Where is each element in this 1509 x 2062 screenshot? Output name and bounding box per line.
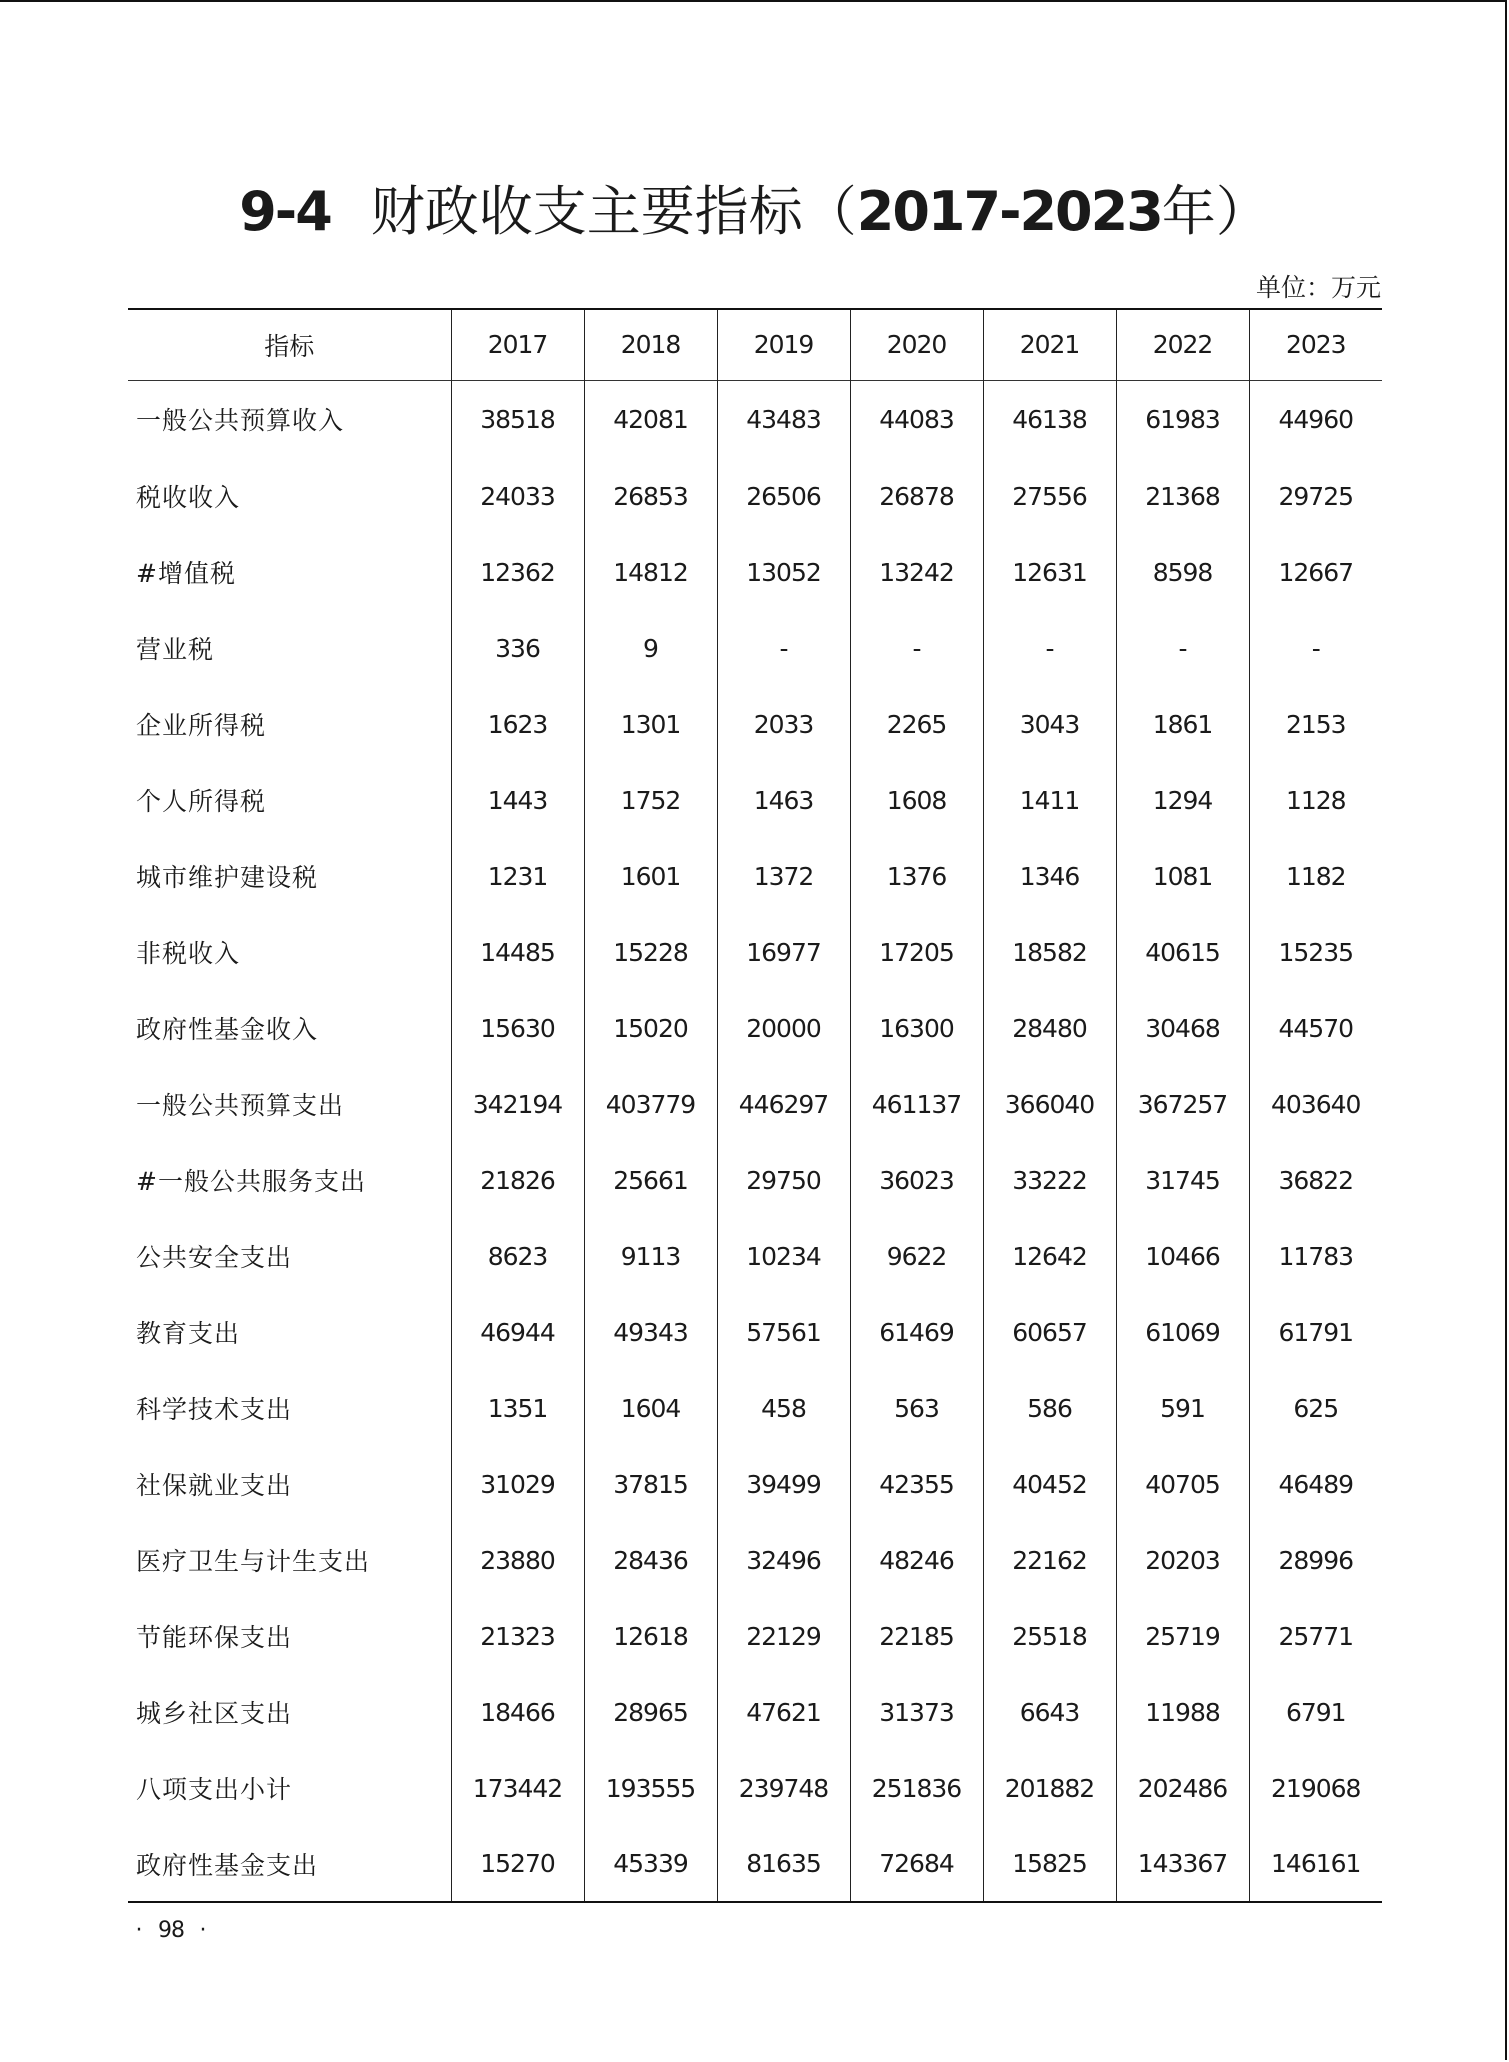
value-cell: 1463 — [717, 762, 850, 838]
value-cell: 458 — [717, 1370, 850, 1446]
value-cell: 1604 — [584, 1370, 717, 1446]
value-cell: 1351 — [451, 1370, 584, 1446]
value-cell: 26853 — [584, 458, 717, 534]
table-row — [128, 1142, 1382, 1218]
value-cell: - — [850, 610, 983, 686]
table-row — [128, 838, 1382, 914]
value-cell: 6643 — [983, 1674, 1116, 1750]
header-year: 2018 — [584, 309, 717, 380]
row-label: 非税收入 — [136, 939, 241, 968]
value-cell: 1182 — [1249, 838, 1382, 914]
value-cell: 1231 — [451, 838, 584, 914]
value-cell: 60657 — [983, 1294, 1116, 1370]
header-row — [128, 309, 1382, 380]
value-cell: 11783 — [1249, 1218, 1382, 1294]
value-cell: 15630 — [451, 990, 584, 1066]
table-row — [128, 762, 1382, 838]
value-cell: 8598 — [1116, 534, 1249, 610]
value-cell: 1861 — [1116, 686, 1249, 762]
row-label: 节能环保支出 — [136, 1623, 293, 1652]
value-cell: 57561 — [717, 1294, 850, 1370]
value-cell: 28996 — [1249, 1522, 1382, 1598]
value-cell: 9 — [584, 610, 717, 686]
value-cell: 61469 — [850, 1294, 983, 1370]
page-title — [0, 172, 1509, 252]
value-cell: 25719 — [1116, 1598, 1249, 1674]
footer-dot-left: · — [135, 1918, 143, 1943]
row-label: 一般公共预算支出 — [136, 1091, 345, 1120]
value-cell: 2153 — [1249, 686, 1382, 762]
row-label: 科学技术支出 — [136, 1395, 293, 1424]
row-label: 一般公共预算收入 — [136, 406, 345, 436]
value-cell: 15020 — [584, 990, 717, 1066]
row-label: 八项支出小计 — [136, 1775, 293, 1804]
value-cell: 1601 — [584, 838, 717, 914]
value-cell: 48246 — [850, 1522, 983, 1598]
value-cell: 2265 — [850, 686, 983, 762]
value-cell: 20203 — [1116, 1522, 1249, 1598]
value-cell: 31745 — [1116, 1142, 1249, 1218]
value-cell: 38518 — [451, 380, 584, 458]
value-cell: 366040 — [983, 1066, 1116, 1142]
value-cell: 403640 — [1249, 1066, 1382, 1142]
row-label: 城市维护建设税 — [136, 863, 319, 892]
value-cell: 43483 — [717, 380, 850, 458]
value-cell: 30468 — [1116, 990, 1249, 1066]
value-cell: 219068 — [1249, 1750, 1382, 1826]
value-cell: 29750 — [717, 1142, 850, 1218]
value-cell: 446297 — [717, 1066, 850, 1142]
value-cell: 39499 — [717, 1446, 850, 1522]
value-cell: 591 — [1116, 1370, 1249, 1446]
row-label: 营业税 — [136, 635, 215, 664]
value-cell: 461137 — [850, 1066, 983, 1142]
value-cell: 15235 — [1249, 914, 1382, 990]
value-cell: 1376 — [850, 838, 983, 914]
value-cell: 24033 — [451, 458, 584, 534]
value-cell: 18466 — [451, 1674, 584, 1750]
row-label: #一般公共服务支出 — [136, 1167, 366, 1196]
row-label: 公共安全支出 — [136, 1243, 293, 1272]
table-row — [128, 686, 1382, 762]
value-cell: 15270 — [451, 1826, 584, 1902]
table-row — [128, 1826, 1382, 1902]
value-cell: 27556 — [983, 458, 1116, 534]
table-body — [128, 380, 1382, 1902]
value-cell: 44960 — [1249, 380, 1382, 458]
value-cell: 18582 — [983, 914, 1116, 990]
value-cell: 47621 — [717, 1674, 850, 1750]
table-row — [128, 1446, 1382, 1522]
table-row — [128, 610, 1382, 686]
value-cell: 81635 — [717, 1826, 850, 1902]
value-cell: 21323 — [451, 1598, 584, 1674]
value-cell: 25771 — [1249, 1598, 1382, 1674]
value-cell: 1752 — [584, 762, 717, 838]
value-cell: 251836 — [850, 1750, 983, 1826]
value-cell: 25518 — [983, 1598, 1116, 1674]
value-cell: 42355 — [850, 1446, 983, 1522]
row-label: 城乡社区支出 — [136, 1699, 293, 1728]
value-cell: 15825 — [983, 1826, 1116, 1902]
value-cell: 2033 — [717, 686, 850, 762]
value-cell: 36023 — [850, 1142, 983, 1218]
value-cell: 61983 — [1116, 380, 1249, 458]
value-cell: 11988 — [1116, 1674, 1249, 1750]
value-cell: 12362 — [451, 534, 584, 610]
value-cell: 21826 — [451, 1142, 584, 1218]
title-years: 2017-2023 — [856, 180, 1162, 243]
value-cell: 26506 — [717, 458, 850, 534]
value-cell: 28436 — [584, 1522, 717, 1598]
value-cell: 16300 — [850, 990, 983, 1066]
row-label: 企业所得税 — [136, 711, 267, 740]
value-cell: 586 — [983, 1370, 1116, 1446]
value-cell: 143367 — [1116, 1826, 1249, 1902]
value-cell: 40615 — [1116, 914, 1249, 990]
value-cell: 10466 — [1116, 1218, 1249, 1294]
value-cell: 8623 — [451, 1218, 584, 1294]
finance-table — [128, 308, 1382, 1903]
title-suffix: 年） — [1161, 180, 1270, 243]
value-cell: 9113 — [584, 1218, 717, 1294]
value-cell: 1294 — [1116, 762, 1249, 838]
title-name: 财政收支主要指标（ — [370, 180, 857, 243]
value-cell: 12667 — [1249, 534, 1382, 610]
value-cell: 1372 — [717, 838, 850, 914]
value-cell: 17205 — [850, 914, 983, 990]
value-cell: 46489 — [1249, 1446, 1382, 1522]
value-cell: 45339 — [584, 1826, 717, 1902]
value-cell: 20000 — [717, 990, 850, 1066]
value-cell: 1411 — [983, 762, 1116, 838]
value-cell: 28480 — [983, 990, 1116, 1066]
table-header — [128, 309, 1382, 380]
value-cell: - — [717, 610, 850, 686]
table-row — [128, 1674, 1382, 1750]
row-label: #增值税 — [136, 559, 236, 588]
value-cell: 146161 — [1249, 1826, 1382, 1902]
value-cell: 33222 — [983, 1142, 1116, 1218]
table-row — [128, 534, 1382, 610]
row-label: 税收收入 — [136, 483, 241, 512]
value-cell: 625 — [1249, 1370, 1382, 1446]
value-cell: 72684 — [850, 1826, 983, 1902]
header-year: 2017 — [451, 309, 584, 380]
value-cell: 201882 — [983, 1750, 1116, 1826]
value-cell: 12642 — [983, 1218, 1116, 1294]
table-row — [128, 914, 1382, 990]
value-cell: 23880 — [451, 1522, 584, 1598]
value-cell: 193555 — [584, 1750, 717, 1826]
header-year: 2019 — [717, 309, 850, 380]
value-cell: 28965 — [584, 1674, 717, 1750]
table-row — [128, 380, 1382, 458]
value-cell: 25661 — [584, 1142, 717, 1218]
value-cell: 563 — [850, 1370, 983, 1446]
value-cell: 12631 — [983, 534, 1116, 610]
value-cell: 22129 — [717, 1598, 850, 1674]
value-cell: 13052 — [717, 534, 850, 610]
row-label: 教育支出 — [136, 1319, 241, 1348]
value-cell: 44570 — [1249, 990, 1382, 1066]
value-cell: 22185 — [850, 1598, 983, 1674]
value-cell: 61069 — [1116, 1294, 1249, 1370]
value-cell: 239748 — [717, 1750, 850, 1826]
value-cell: 46944 — [451, 1294, 584, 1370]
header-indicator: 指标 — [264, 331, 315, 361]
row-label: 个人所得税 — [136, 787, 267, 816]
title-number: 9-4 — [239, 180, 331, 243]
value-cell: - — [1249, 610, 1382, 686]
unit-label: 单位：万元 — [1255, 273, 1381, 302]
value-cell: 9622 — [850, 1218, 983, 1294]
value-cell: 37815 — [584, 1446, 717, 1522]
row-label: 政府性基金收入 — [136, 1015, 319, 1044]
table-row — [128, 1598, 1382, 1674]
value-cell: 13242 — [850, 534, 983, 610]
value-cell: 36822 — [1249, 1142, 1382, 1218]
footer-dot-right: · — [199, 1918, 207, 1943]
value-cell: 22162 — [983, 1522, 1116, 1598]
value-cell: 40452 — [983, 1446, 1116, 1522]
row-label: 政府性基金支出 — [136, 1850, 319, 1880]
value-cell: 15228 — [584, 914, 717, 990]
page-footer — [128, 1916, 214, 1946]
table-row — [128, 1218, 1382, 1294]
value-cell: 1608 — [850, 762, 983, 838]
value-cell: 6791 — [1249, 1674, 1382, 1750]
value-cell: 1128 — [1249, 762, 1382, 838]
header-year: 2020 — [850, 309, 983, 380]
value-cell: 1443 — [451, 762, 584, 838]
value-cell: 1081 — [1116, 838, 1249, 914]
table-row — [128, 1294, 1382, 1370]
header-year: 2021 — [983, 309, 1116, 380]
value-cell: 3043 — [983, 686, 1116, 762]
table-row — [128, 1370, 1382, 1446]
value-cell: 16977 — [717, 914, 850, 990]
header-year: 2022 — [1116, 309, 1249, 380]
value-cell: 42081 — [584, 380, 717, 458]
value-cell: 31373 — [850, 1674, 983, 1750]
value-cell: 367257 — [1116, 1066, 1249, 1142]
value-cell: - — [983, 610, 1116, 686]
value-cell: 32496 — [717, 1522, 850, 1598]
value-cell: 336 — [451, 610, 584, 686]
value-cell: 46138 — [983, 380, 1116, 458]
header-year: 2023 — [1249, 309, 1382, 380]
value-cell: 29725 — [1249, 458, 1382, 534]
value-cell: 12618 — [584, 1598, 717, 1674]
value-cell: 10234 — [717, 1218, 850, 1294]
value-cell: 202486 — [1116, 1750, 1249, 1826]
row-label: 医疗卫生与计生支出 — [136, 1547, 371, 1576]
table-row — [128, 1066, 1382, 1142]
table-row — [128, 458, 1382, 534]
value-cell: 40705 — [1116, 1446, 1249, 1522]
table-row — [128, 990, 1382, 1066]
value-cell: 14485 — [451, 914, 584, 990]
value-cell: 49343 — [584, 1294, 717, 1370]
value-cell: 1346 — [983, 838, 1116, 914]
value-cell: - — [1116, 610, 1249, 686]
value-cell: 31029 — [451, 1446, 584, 1522]
value-cell: 1623 — [451, 686, 584, 762]
value-cell: 14812 — [584, 534, 717, 610]
table-row — [128, 1522, 1382, 1598]
value-cell: 44083 — [850, 380, 983, 458]
value-cell: 21368 — [1116, 458, 1249, 534]
page-number: 98 — [158, 1918, 184, 1943]
value-cell: 26878 — [850, 458, 983, 534]
value-cell: 403779 — [584, 1066, 717, 1142]
value-cell: 61791 — [1249, 1294, 1382, 1370]
value-cell: 1301 — [584, 686, 717, 762]
table-row — [128, 1750, 1382, 1826]
value-cell: 342194 — [451, 1066, 584, 1142]
value-cell: 173442 — [451, 1750, 584, 1826]
row-label: 社保就业支出 — [136, 1471, 293, 1500]
